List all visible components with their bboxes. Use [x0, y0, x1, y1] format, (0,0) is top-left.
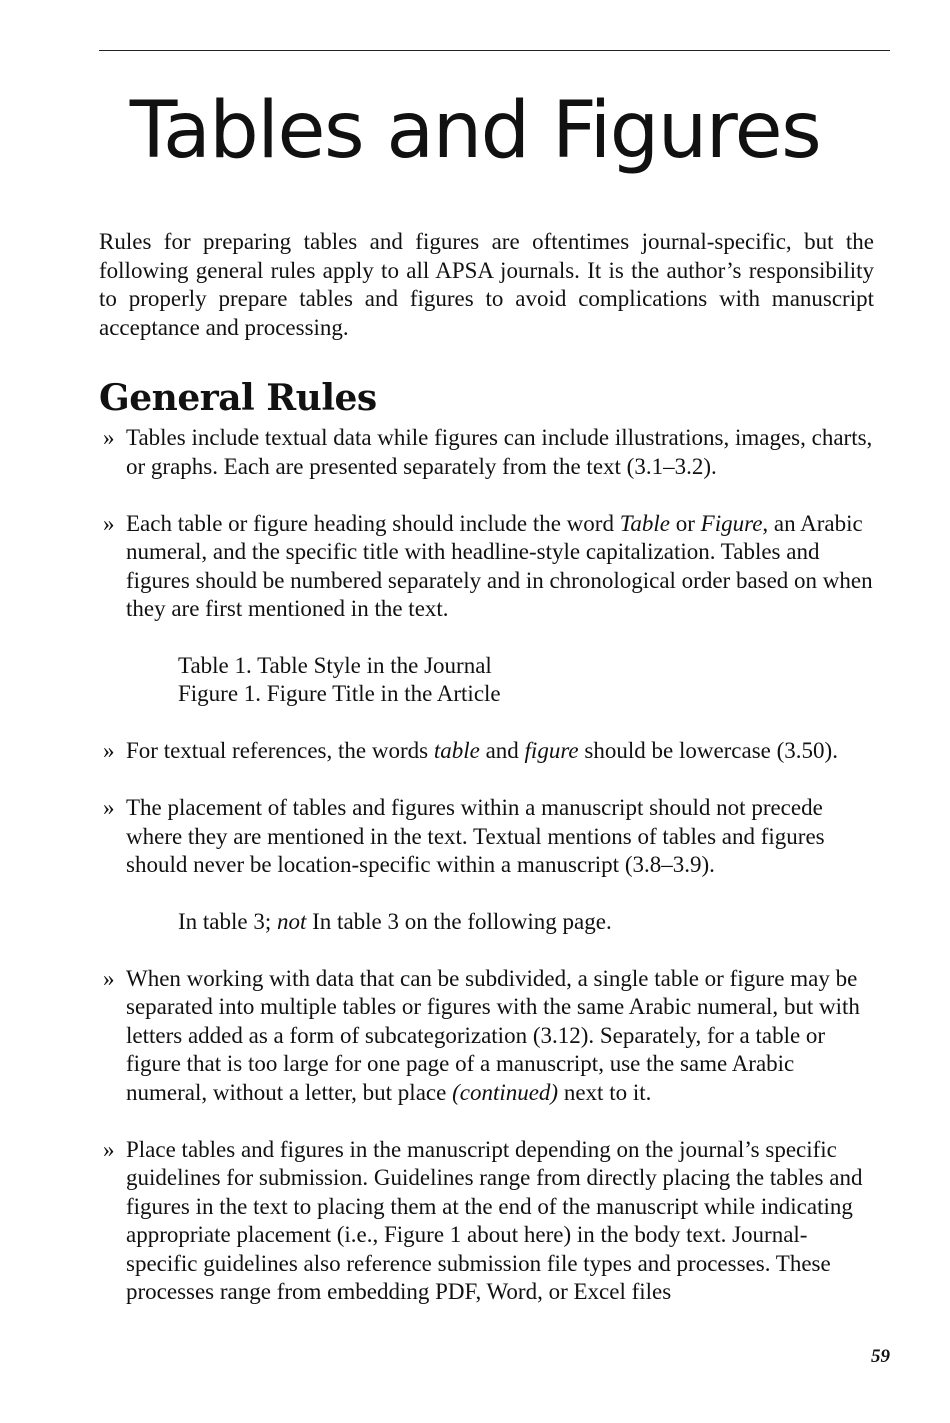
- rule-text: When working with data that can be subdivided, a single table or figure may be separated into multiple tables or figures with the same Arabic numeral, but with letters added as a form of subcategorization (3.12). Separately, for a table or figure that is too large for one page of a manuscript, use the same Arabic numeral, without a letter, but place (continued) next to it.: [126, 965, 860, 1105]
- rule-text: Place tables and figures in the manuscript depending on the journal’s specific guidelines for submission. Guidelines range from directly placing the tables and figures in the text to placing them at the end of the manuscript while indicating appropriate placement (i.e., Figure 1 about here) in the body text. Journal-specific guidelines also reference submission file types and processes. These processes range from embedding PDF, Word, or Excel files: [126, 1136, 863, 1304]
- bullet-marker: »: [103, 1136, 115, 1162]
- rule-item: [99, 737, 874, 766]
- rule-item: [99, 965, 874, 1108]
- page-title: Tables and Figures: [129, 86, 821, 176]
- rule-text: Tables include textual data while figures can include illustrations, images, charts, or graphs. Each are presented separately from the text (3.1–3.2).: [126, 425, 873, 479]
- intro-paragraph: Rules for preparing tables and figures are oftentimes journal-specific, but the following general rules apply to all APSA journals. It is the author’s responsibility to properly prepare tables and figures to avoid complications with manuscript acceptance and processing.: [99, 229, 874, 340]
- bullet-marker: »: [103, 425, 115, 450]
- rule-item: [99, 1136, 874, 1307]
- header-rule: [99, 50, 890, 51]
- table-heading-example: Table 1. Table Style in the Journal: [178, 652, 492, 678]
- rule-text: For textual references, the words table and figure should be lowercase (3.50).: [126, 738, 838, 763]
- section-heading: General Rules: [99, 377, 377, 419]
- rule-item: [99, 510, 874, 709]
- figure-heading-example: Figure 1. Figure Title in the Article: [178, 681, 501, 706]
- rule-text: The placement of tables and figures within a manuscript should not precede where they are mentioned in the text. Textual mentions of tables and figures should never be location-specific within a manuscript (3.8–3.9).: [126, 795, 825, 877]
- page-number: 59: [871, 1346, 890, 1367]
- heading-examples: [178, 652, 874, 709]
- rules-list: [99, 424, 874, 1307]
- bullet-marker: »: [103, 965, 115, 991]
- bullet-marker: »: [103, 795, 115, 820]
- reference-example: In table 3; not In table 3 on the following page.: [178, 908, 612, 934]
- rule-item: [99, 424, 874, 481]
- bullet-marker: »: [103, 738, 115, 763]
- rule-text: Each table or figure heading should include the word Table or Figure, an Arabic numeral, and the specific title with headline-style capitalization. Tables and figures should be numbered separately and in chronological order based on when they are first mentioned in the text.: [126, 510, 873, 621]
- page-content: [99, 228, 874, 1335]
- bullet-marker: »: [103, 510, 115, 536]
- rule-item: [99, 794, 874, 936]
